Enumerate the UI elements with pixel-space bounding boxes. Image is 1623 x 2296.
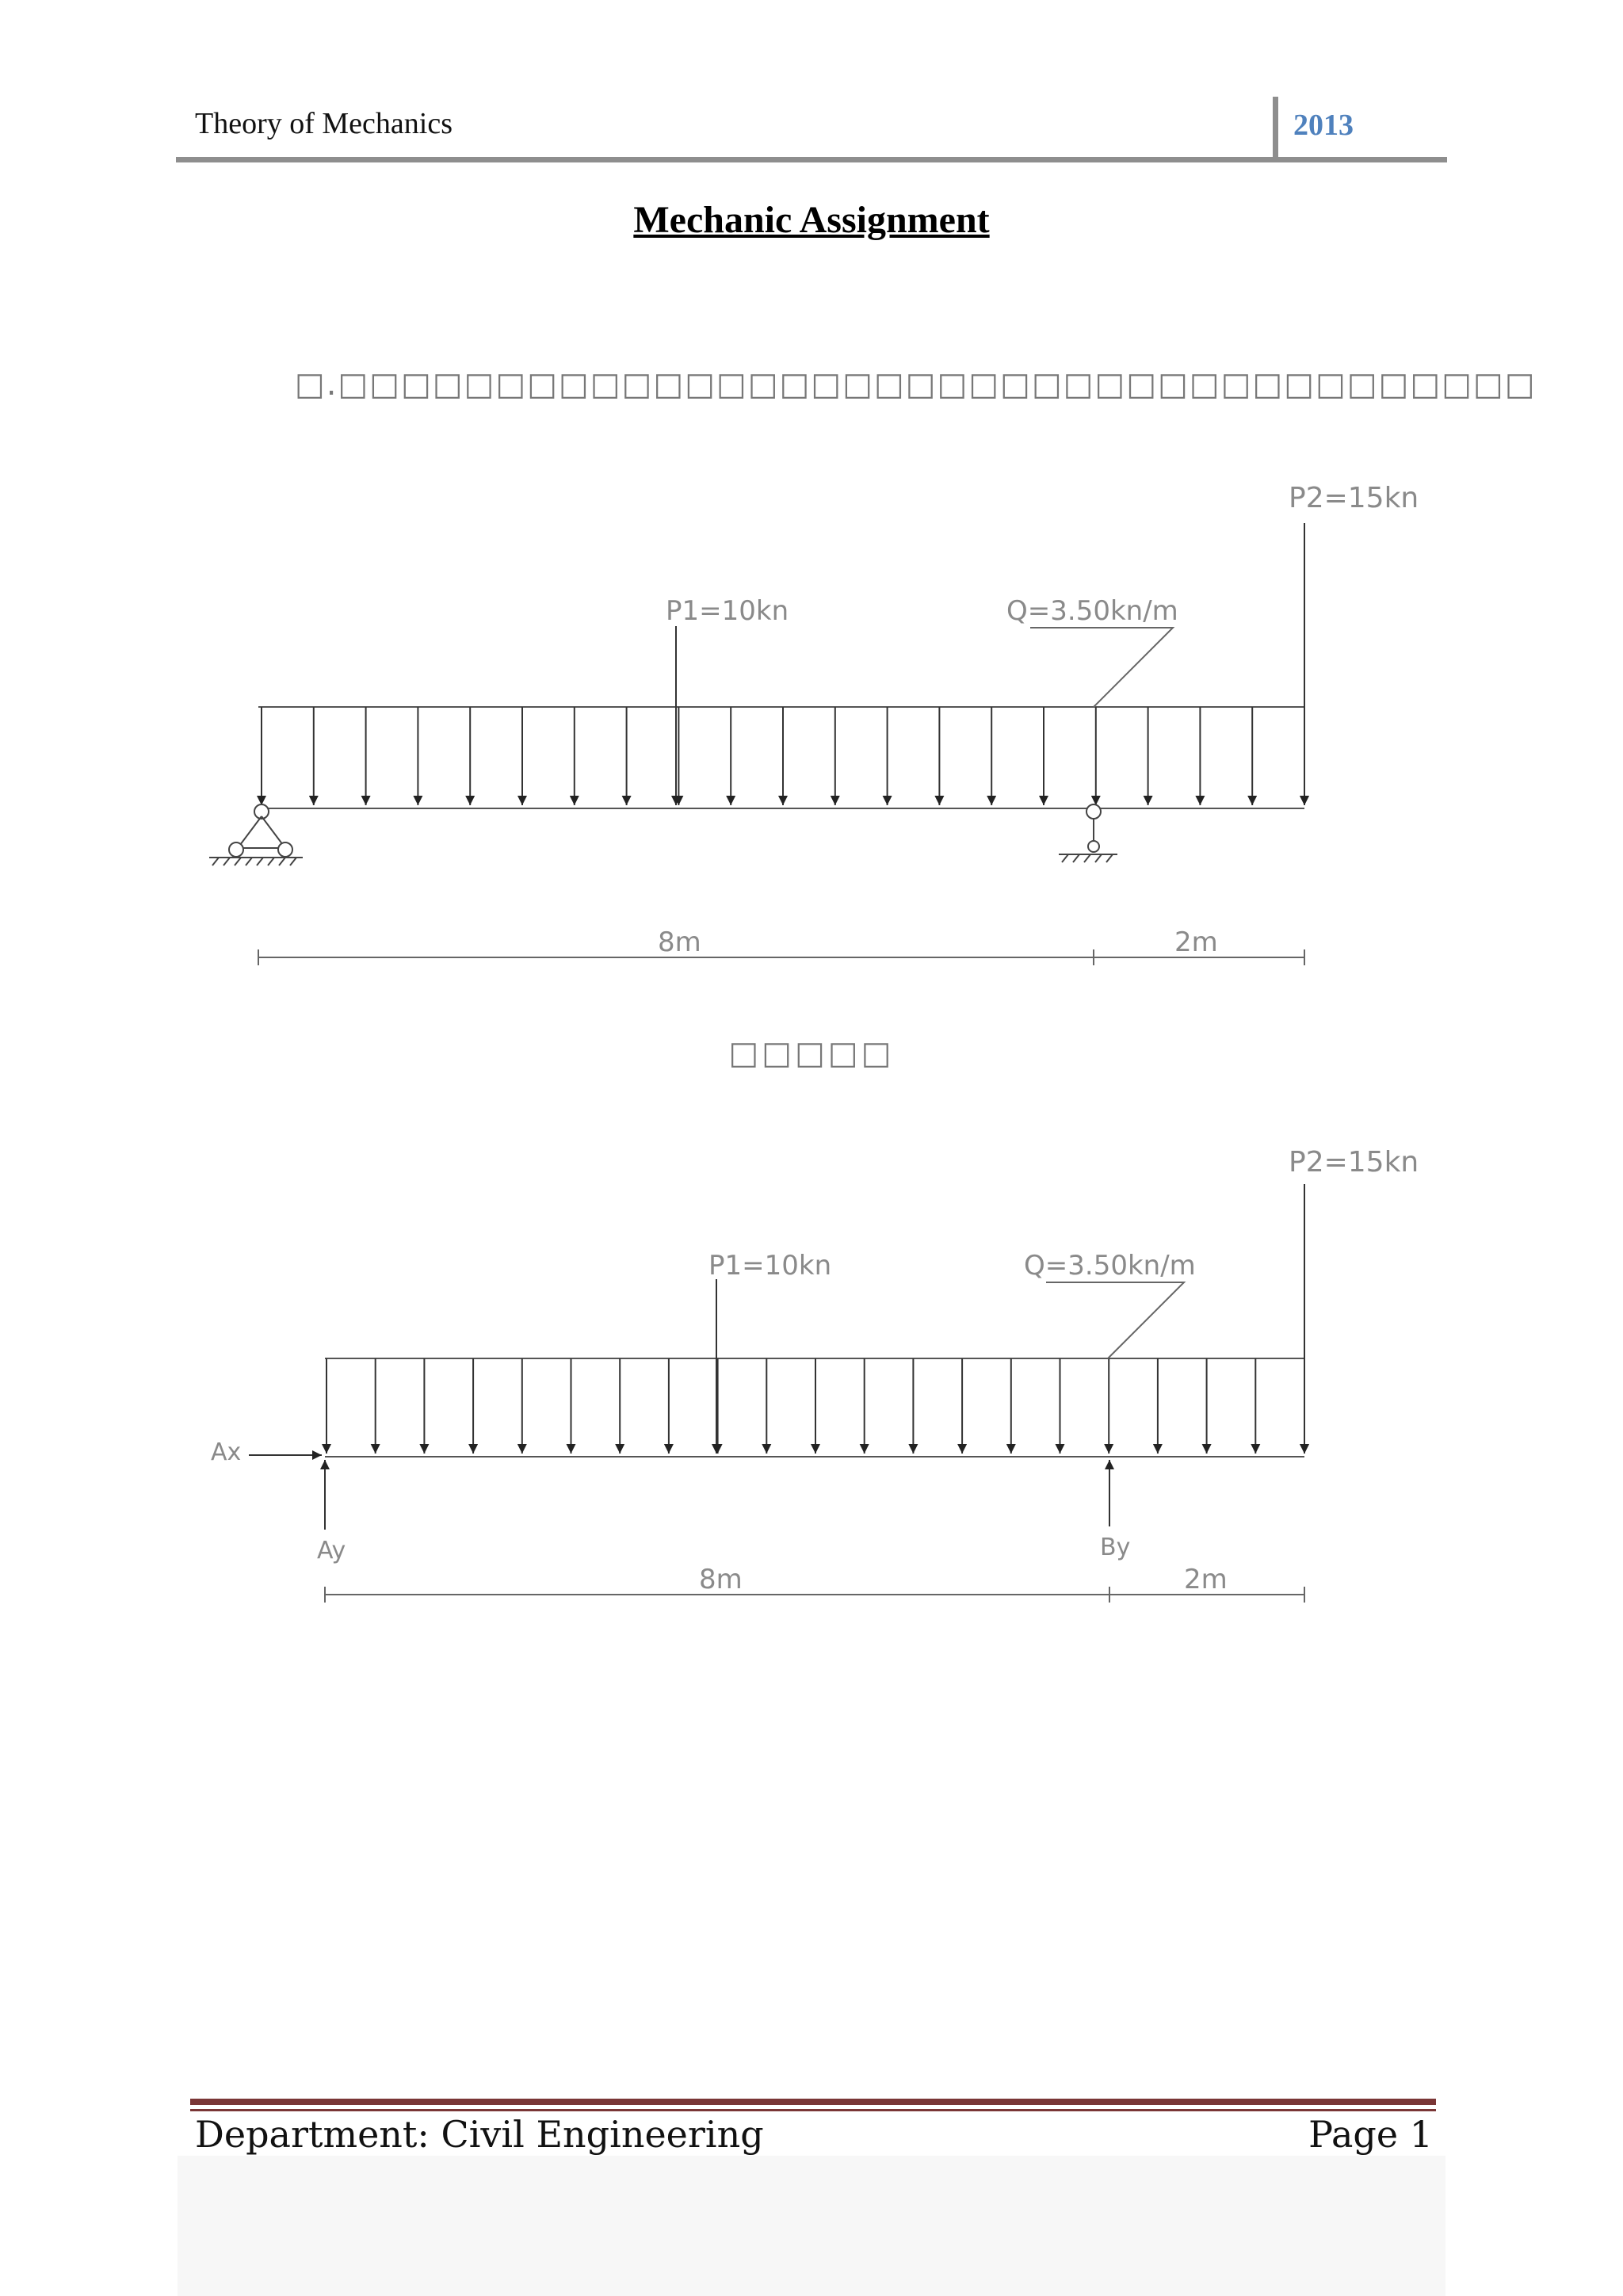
dim-8m-label: 8m: [658, 926, 701, 958]
ay-label: Ay: [317, 1537, 346, 1564]
dim-2m-label: 2m: [1174, 926, 1218, 958]
header-title: Theory of Mechanics: [195, 107, 453, 140]
document-title: Mechanic Assignment: [633, 199, 990, 241]
ax-label: Ax: [211, 1438, 242, 1466]
footer-rule: [190, 2099, 1436, 2105]
q-label: Q=3.50kn/m: [1006, 595, 1178, 627]
roller-support-b: [1059, 804, 1117, 862]
q-label: Q=3.50kn/m: [1024, 1250, 1196, 1282]
by-label: By: [1100, 1534, 1131, 1561]
question-text: □.□□□□□□□□□□□□□□□□□□□□□□□□□□□□□□□□□□□□□□: [295, 366, 1537, 403]
footer-page-number: Page 1: [1308, 2113, 1433, 2156]
header-year: 2013: [1293, 109, 1354, 142]
figure-caption: □□□□□: [728, 1035, 895, 1072]
pin-support-a: [209, 804, 303, 865]
footer-rule-thin: [190, 2109, 1436, 2111]
dim-2m-label: 2m: [1184, 1564, 1228, 1595]
dim-8m-label: 8m: [699, 1564, 743, 1595]
p2-label: P2=15kn: [1289, 1146, 1419, 1179]
beam-diagram-2: [211, 1146, 1419, 1603]
beam-diagram-1: [209, 482, 1419, 965]
distributed-load-arrows: [327, 1358, 1304, 1454]
q-leader: [1030, 628, 1173, 707]
footer-department: Department: Civil Engineering: [195, 2113, 764, 2156]
distributed-load-arrows: [262, 707, 1304, 805]
p1-label: P1=10kn: [708, 1250, 832, 1282]
p2-label: P2=15kn: [1289, 482, 1419, 514]
p1-label: P1=10kn: [666, 595, 789, 627]
q-leader: [1046, 1282, 1184, 1358]
